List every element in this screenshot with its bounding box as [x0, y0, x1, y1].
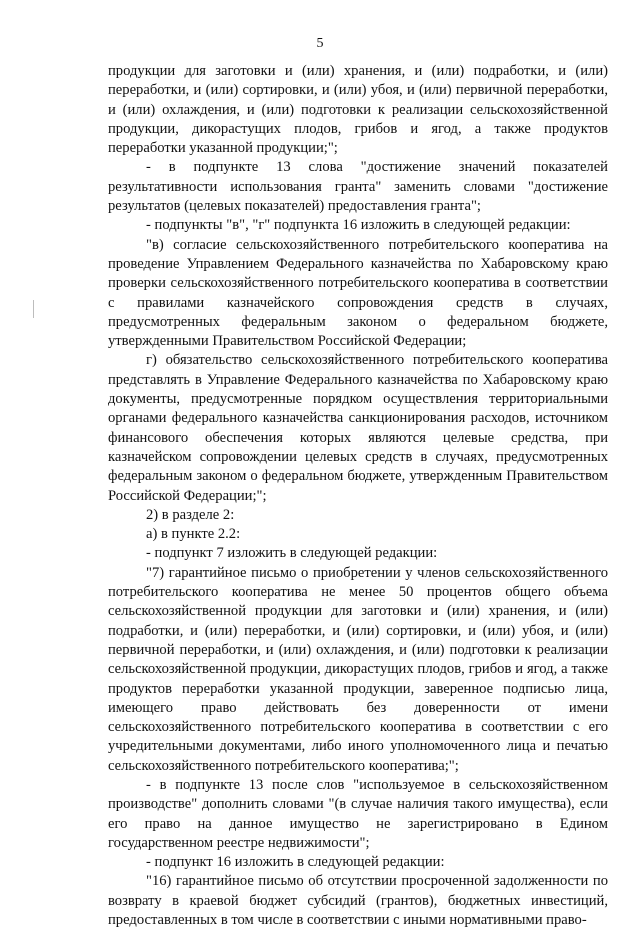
- page-number: 5: [316, 36, 324, 51]
- document-body: [108, 62, 608, 930]
- paragraph: "в) согласие сельскохозяйственного потребительского кооператива на проведение Управлением Федерального казначейства по Хабаровскому краю проверки сельскохозяйственного потребительского кооператива в соответствии с правилами казначейского сопровождения средств в случаях, предусмотренных федеральным законом о федеральном бюджете, утвержденными Правительством Российской Федерации;: [108, 236, 608, 350]
- paragraph: - подпункт 16 изложить в следующей редакции:: [146, 854, 445, 871]
- paragraph: а) в пункте 2.2:: [146, 526, 241, 543]
- paragraph: г) обязательство сельскохозяйственного потребительского кооператива представлять в Управление Федерального казначейства по Хабаровскому краю документы, предусмотренные порядком осуществления территориальными органами федерального казначейства санкционирования расходов, источником финансового обеспечения которых являются целевые средства, при казначейском сопровождении целевых средств в случаях, предусмотренных федеральным законом о федеральном бюджете, утвержденным Правительством Российской Федерации;";: [108, 352, 608, 504]
- paragraph: - в подпункте 13 слова "достижение значений показателей результативности использования гранта" заменить словами "достижение результатов (целевых показателей) предоставления гранта";: [108, 159, 608, 215]
- paragraph: продукции для заготовки и (или) хранения, и (или) подработки, и (или) переработки, и (или) сортировки, и (или) убоя, и (или) первичной переработки, и (или) охлаждения, и (или) подготовки к реализации сельскохозяйственной продукции, дикорастущих плодов, грибов и ягод, а также продуктов переработки указанной продукции;";: [108, 63, 608, 157]
- paragraph: - в подпункте 13 после слов "используемое в сельскохозяйственном производстве" дополнить словами "(в случае наличия такого имущества), если его право на данное имущество не зарегистрировано в Едином государственном реестре недвижимости";: [108, 776, 608, 851]
- paragraph: "7) гарантийное письмо о приобретении у членов сельскохозяйственного потребительского кооператива не менее 50 процентов общего объема сельскохозяйственной продукции для заготовки и (или) хранения, и (или) подработки, и (или) переработки, и (или) сортировки, и (или) убоя, и (или) первичной переработки, и (или) охлаждения, и (или) подготовки к реализации сельскохозяйственной продукции, дикорастущих плодов, грибов и ягод, а также продуктов переработки указанной продукции, заверенное подписью лица, имеющего право действовать без доверенности от имени сельскохозяйственного потребительского кооператива в соответствии с его учредительными документами, либо иного уполномоченного лица и печатью сельскохозяйственного потребительского кооператива;";: [108, 564, 608, 774]
- scan-artifact-mark: [33, 300, 34, 318]
- paragraph: "16) гарантийное письмо об отсутствии просроченной задолженности по возврату в краевой бюджет субсидий (грантов), бюджетных инвестиций, предоставленных в том числе в соответствии с иными нормативными право-: [108, 873, 608, 929]
- paragraph: 2) в разделе 2:: [146, 506, 235, 523]
- paragraph: - подпункты "в", "г" подпункта 16 изложить в следующей редакции:: [146, 217, 571, 234]
- paragraph: - подпункт 7 изложить в следующей редакции:: [146, 545, 438, 562]
